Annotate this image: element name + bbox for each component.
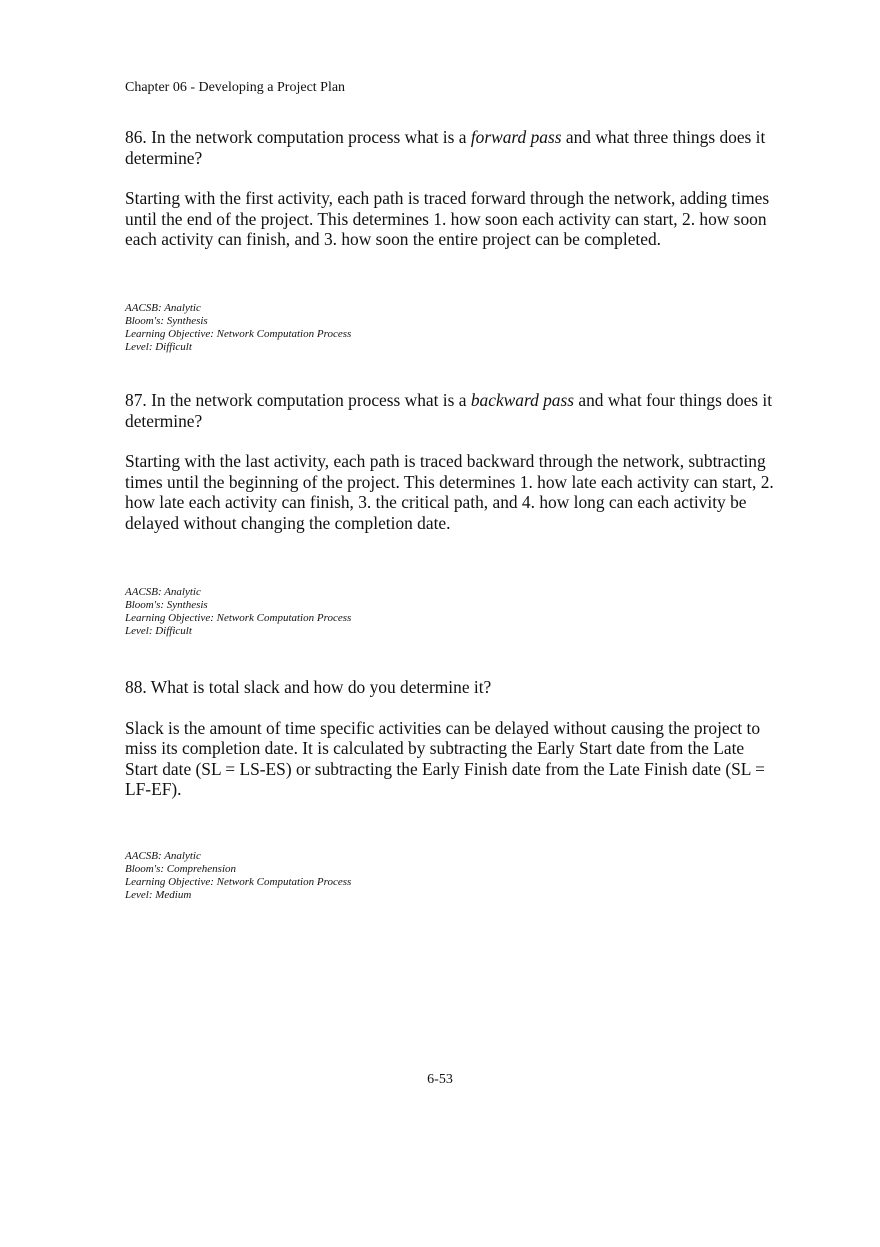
answer-text: Slack is the amount of time specific activities can be delayed without causing the project to miss its completion date. It is calculated by subtracting the Early Start date from the Late Start date (SL = LS-ES) or subtracting the Early Finish date from the Late Finish date (SL = LF-EF). [125,717,765,799]
answer-text: Starting with the last activity, each path is traced backward through the network, subtracting times until the beginning of the project. This determines 1. how late each activity can start, 2. how late each activity can finish, 3. the critical path, and 4. how long can each activity be delayed without changing the completion date. [125,451,774,533]
question-metadata-88 [125,850,625,902]
question-prompt: In the network computation process what is a [151,127,471,147]
question-prompt-end: and what three things does it determine? [125,127,766,168]
blooms-tag: Bloom's: Comprehension [125,863,237,875]
level-tag: Level: Difficult [125,625,192,637]
chapter-header: Chapter 06 - Developing a Project Plan [125,80,346,95]
question-metadata-87 [125,586,625,638]
question-term: forward pass [470,127,562,147]
question-block-88 [125,677,775,800]
level-tag: Level: Medium [125,889,192,901]
question-text [125,127,775,168]
question-number: 86. [125,127,147,147]
blooms-tag: Bloom's: Synthesis [125,599,208,611]
aacsb-tag: AACSB: Analytic [125,850,201,862]
learning-objective-tag: Learning Objective: Network Computation Process [125,612,352,624]
level-tag: Level: Difficult [125,341,192,353]
aacsb-tag: AACSB: Analytic [125,302,201,314]
question-block-87 [125,390,775,533]
question-number: 88. [125,677,147,697]
answer-text: Starting with the first activity, each path is traced forward through the network, adding times until the end of the project. This determines 1. how soon each activity can start, 2. how soon each activity can finish, and 3. how soon the entire project can be completed. [125,188,770,249]
question-prompt-end: and what four things does it determine? [125,390,773,431]
learning-objective-tag: Learning Objective: Network Computation Process [125,876,352,888]
aacsb-tag: AACSB: Analytic [125,586,201,598]
question-text [125,390,775,431]
question-prompt: In the network computation process what is a [151,390,471,410]
question-prompt: What is total slack and how do you determine it? [150,677,492,697]
page-number: 6-53 [427,1072,453,1087]
question-term: backward pass [470,390,575,410]
question-block-86 [125,127,775,250]
question-text [125,677,775,698]
question-metadata-86 [125,302,625,354]
question-number: 87. [125,390,147,410]
blooms-tag: Bloom's: Synthesis [125,315,208,327]
learning-objective-tag: Learning Objective: Network Computation Process [125,328,352,340]
